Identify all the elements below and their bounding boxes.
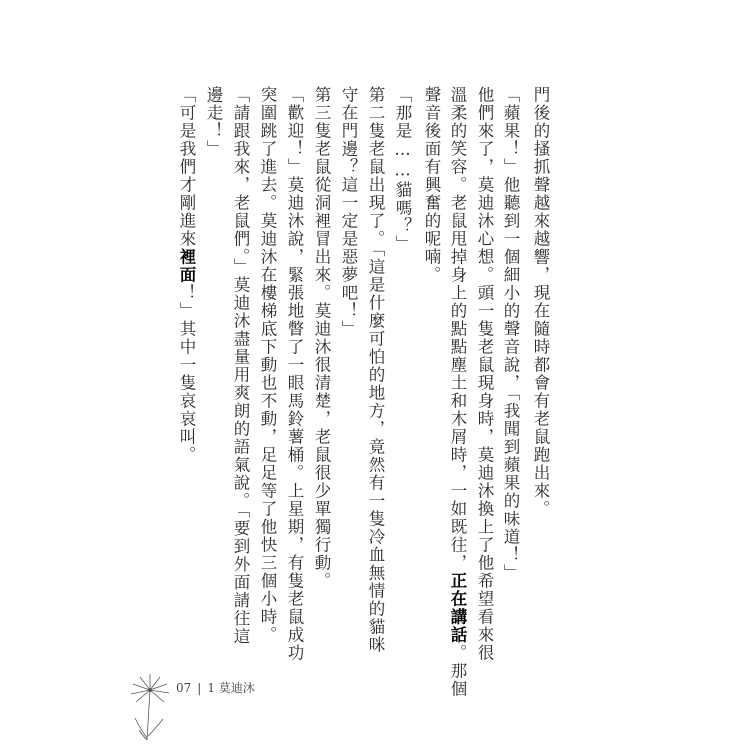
text-run: 溫柔的笑容。老鼠甩掉身上的點點塵土和木屑時，一如既往， bbox=[448, 86, 467, 572]
emphasis-text: 裡面 bbox=[177, 248, 196, 284]
text-column bbox=[312, 86, 330, 590]
text-column bbox=[448, 86, 466, 698]
chapter-title: 1 莫迪沐 bbox=[207, 681, 255, 695]
text-column bbox=[422, 86, 440, 284]
text-column bbox=[366, 86, 384, 654]
footer-separator: | bbox=[197, 681, 202, 695]
text-run: 第三隻老鼠從洞裡冒出來。莫迪沐很清楚，老鼠很少單獨行動。 bbox=[312, 86, 331, 590]
text-column bbox=[475, 86, 493, 662]
page-footer bbox=[176, 679, 261, 696]
text-column bbox=[393, 86, 411, 253]
text-run: 「可是我們才剛進來 bbox=[177, 86, 196, 248]
text-run: 他們來了，莫迪沐心想。頭一隻老鼠現身時，莫迪沐換上了他希望看來很 bbox=[475, 86, 494, 662]
text-column bbox=[231, 86, 249, 646]
text-run: 「請跟我來，老鼠們。」莫迪沐盡量用爽朗的語氣說。「要到外面請往這 bbox=[231, 86, 250, 646]
text-column bbox=[177, 86, 195, 464]
text-run: 聲音後面有興奮的呢喃。 bbox=[422, 86, 441, 284]
text-run: 「那是……貓嗎？」 bbox=[393, 86, 412, 253]
text-run: 守在門邊？這一定是惡夢吧！」 bbox=[339, 86, 358, 338]
text-column bbox=[285, 86, 303, 662]
text-run: 邊走！」 bbox=[204, 86, 223, 158]
text-run: ！」其中一隻哀哀叫。 bbox=[177, 284, 196, 464]
text-run: 門後的搔抓聲越來越響，現在隨時都會有老鼠跑出來。 bbox=[531, 86, 550, 518]
text-run: 「歡迎！」莫迪沐說，緊張地瞥了一眼馬鈴薯桶。上星期，有隻老鼠成功 bbox=[285, 86, 304, 662]
text-column bbox=[531, 86, 549, 518]
text-column bbox=[258, 86, 276, 644]
text-run: 「蘋果！」他聽到一個細小的聲音說，「我聞到蘋果的味道！」 bbox=[501, 86, 520, 582]
dandelion-icon bbox=[128, 672, 172, 742]
text-run: 第二隻老鼠出現了。「這是什麼可怕的地方，竟然有一隻冷血無情的貓咪 bbox=[366, 86, 385, 654]
text-run: 。那個 bbox=[448, 644, 467, 698]
text-run: 突圍跳了進去。莫迪沐在樓梯底下動也不動，足足等了他快三個小時。 bbox=[258, 86, 277, 644]
text-column bbox=[501, 86, 519, 582]
text-column bbox=[204, 86, 222, 158]
text-column bbox=[339, 86, 357, 338]
page-number: 07 bbox=[176, 681, 192, 695]
emphasis-text: 正在講話 bbox=[448, 572, 467, 644]
